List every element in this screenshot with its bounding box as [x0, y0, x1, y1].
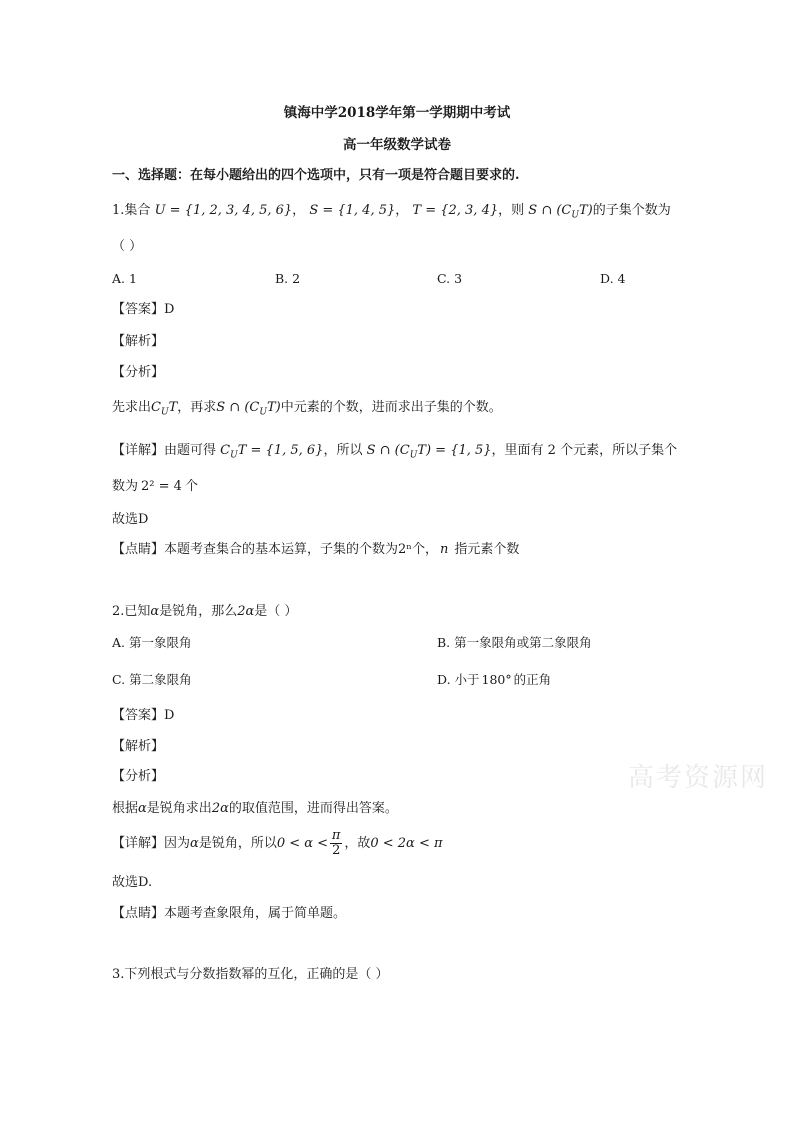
q2-analysis	[112, 800, 398, 818]
q1-detail-a: 由题可得	[164, 443, 217, 458]
q1-detail-line2	[112, 478, 198, 496]
fraction-denominator: 2	[332, 843, 341, 858]
q2-alpha: α	[150, 604, 160, 619]
q1-dianjing-label: 【点睛】	[112, 542, 165, 557]
q1-expr-end: T)	[578, 203, 593, 218]
q1-answer: 【答案】D	[112, 302, 175, 317]
watermark: 高考资源网	[628, 763, 769, 793]
q2-two-alpha: 2α	[237, 604, 255, 619]
q2-analysis-b: 是锐角求出	[146, 801, 212, 816]
q1-dianjing-c: 指元素个数	[454, 542, 520, 557]
q3-stem: 3.下列根式与分数指数幂的互化，正确的是（ ）	[112, 967, 389, 982]
q1-detail-d: = {1, 5}	[435, 443, 492, 458]
q2-analysis-c: 的取值范围，进而得出答案。	[228, 801, 398, 816]
q2-jiexi: 【解析】	[112, 739, 165, 754]
q1-analysis	[112, 399, 502, 422]
q1-detail-line2-a: 数为	[112, 479, 139, 494]
q1-detail-e: ，里面有 2 个元素，所以子集个	[491, 443, 678, 458]
q2-analysis-a: 根据	[112, 801, 139, 816]
q1-option-a: A. 1	[112, 271, 137, 286]
q2-option-d	[437, 671, 551, 689]
q1-expr	[528, 203, 593, 221]
q1-s-def: S = {1, 4, 5}	[309, 203, 396, 218]
q2-analysis-alpha: α	[138, 801, 147, 816]
q2-analysis-two-alpha: 2α	[211, 801, 229, 816]
q1-cut-1: $C_UT$	[151, 400, 178, 418]
q1-expr-2: S ∩ $(C_UT)$	[216, 400, 281, 418]
q2-dianjing-text: 本题考查象限角，属于简单题。	[164, 906, 347, 921]
q1-expr-main: S ∩ (C	[528, 203, 572, 218]
q1-option-c: C. 3	[437, 271, 463, 286]
q2-dianjing-label: 【点睛】	[112, 906, 165, 921]
q2-option-c: C. 第二象限角	[112, 672, 192, 687]
exam-subtitle: 高一年级数学试卷	[343, 137, 451, 153]
q1-dianjing-b: 个，	[411, 542, 438, 557]
q1-then: ，则	[498, 203, 525, 218]
q1-detail-c: ，所以	[323, 443, 363, 458]
pi-over-two-fraction	[330, 829, 342, 858]
section-heading: 一、选择题：在每小题给出的四个选项中，只有一项是符合题目要求的.	[112, 168, 520, 183]
q1-fenxi: 【分析】	[112, 365, 165, 380]
q1-detail	[112, 442, 677, 465]
fraction-numerator: π	[331, 828, 341, 843]
q2-stem-b: 是锐角，那么	[159, 604, 238, 619]
q2-detail-b: 是锐角，所以	[198, 836, 277, 851]
q2-detail-ineq: 0 < α <	[276, 836, 329, 851]
q1-t-def: T = {2, 3, 4}	[412, 203, 499, 218]
q1-detail-label: 【详解】	[112, 443, 165, 458]
q2-detail-c: ，故	[344, 836, 371, 851]
q1-stem: 1.集合 U = {1, 2, 3, 4, 5, 6}， S = {1, 4, 5}， T = {2, 3, 4}，则 S ∩ $(C_UT)$的子集个数为	[112, 203, 671, 221]
q2-stem-c: 是（ ）	[254, 604, 298, 619]
q2-detail-a: 因为	[164, 836, 191, 851]
q2-fenxi: 【分析】	[112, 769, 165, 784]
q1-analysis-c: 中元素的个数，进而求出子集的个数。	[280, 400, 502, 415]
q2-dianjing	[112, 905, 346, 923]
q1-jiexi: 【解析】	[112, 334, 165, 349]
q2-option-d-end: 的正角	[513, 672, 552, 687]
q1-option-d: D. 4	[600, 271, 626, 286]
q2-option-a: A. 第一象限角	[112, 635, 192, 650]
q2-option-d-deg: 180°	[481, 672, 512, 687]
q1-detail-pow: 2² = 4	[141, 479, 182, 494]
q2-choose: 故选D.	[112, 875, 153, 890]
q2-stem-a: 2.已知	[112, 604, 151, 619]
q1-paren: （ ）	[112, 239, 143, 254]
q2-detail-label: 【详解】	[112, 836, 165, 851]
q1-expr-3: S ∩ $(C_UT)$	[366, 443, 436, 461]
q2-detail-ineq2: 0 < 2α < π	[370, 836, 443, 851]
q1-analysis-b: ，再求	[177, 400, 217, 415]
q1-dianjing	[112, 541, 519, 559]
q1-detail-b: = {1, 5, 6}	[250, 443, 324, 458]
q1-choose: 故选D	[112, 512, 149, 527]
q2-detail	[112, 829, 443, 859]
q1-expr-sub: U	[571, 210, 579, 221]
q1-dianjing-pow: 2ⁿ	[398, 542, 412, 557]
exam-title: 镇海中学2018学年第一学期期中考试	[283, 105, 511, 121]
q2-detail-alpha: α	[190, 836, 199, 851]
q1-number: 1.	[112, 203, 125, 218]
q1-detail-line2-end: 个	[184, 479, 198, 494]
q2-answer: 【答案】D	[112, 708, 175, 723]
q2-option-d-label: D. 小于	[437, 672, 480, 687]
q1-option-b: B. 2	[275, 271, 301, 286]
q2-stem	[112, 603, 297, 621]
q1-suffix: 的子集个数为	[592, 203, 671, 218]
q1-dianjing-a: 本题考查集合的基本运算，子集的个数为	[164, 542, 399, 557]
q1-analysis-a: 先求出	[112, 400, 152, 415]
q1-u-def: U = {1, 2, 3, 4, 5, 6}	[154, 203, 293, 218]
q2-option-b: B. 第一象限角或第二象限角	[437, 635, 592, 650]
q1-prefix: 集合	[124, 203, 151, 218]
q1-dianjing-n: n	[439, 542, 449, 557]
q1-cut-2: $C_UT$	[220, 443, 251, 461]
